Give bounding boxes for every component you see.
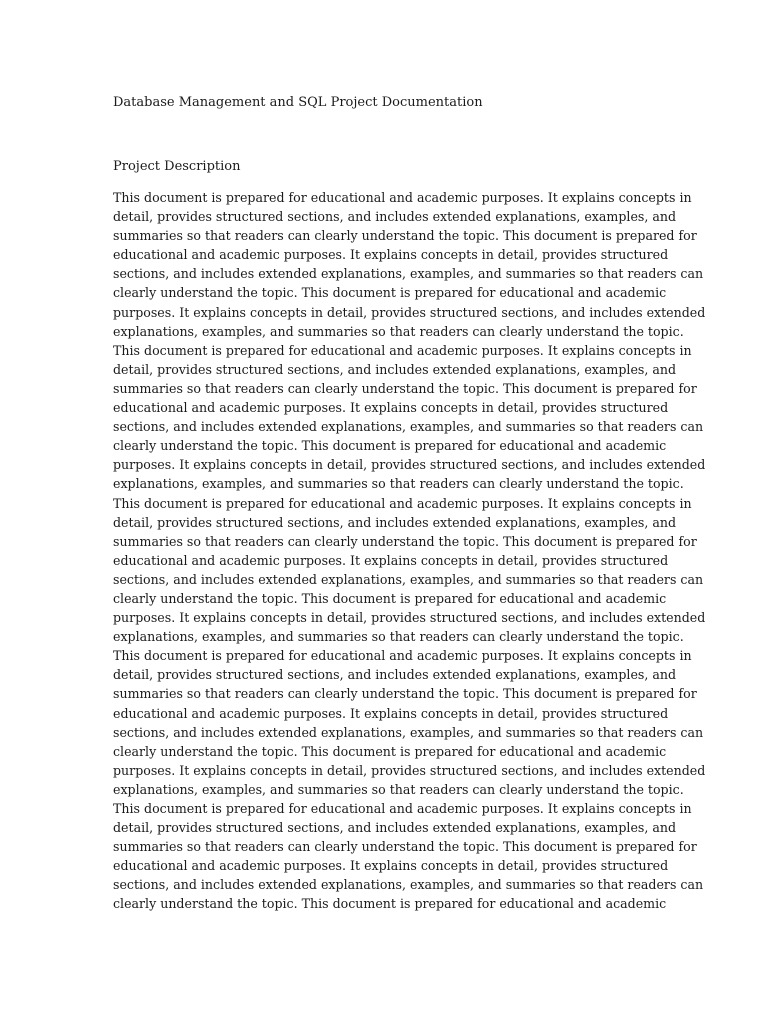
body-line: explanations, examples, and summaries so that readers can clearly understand the topic. (113, 781, 684, 797)
body-line: This document is prepared for educational and academic purposes. It explains concepts in (113, 342, 692, 358)
body-line: clearly understand the topic. This document is prepared for educational and academic (113, 590, 667, 606)
body-line: clearly understand the topic. This document is prepared for educational and academic (113, 285, 667, 301)
body-line: explanations, examples, and summaries so that readers can clearly understand the topic. (113, 476, 684, 492)
body-line: detail, provides structured sections, and includes extended explanations, examples, and (113, 820, 677, 836)
body-line: purposes. It explains concepts in detail, provides structured sections, and includes extended (113, 610, 706, 626)
body-line: sections, and includes extended explanations, examples, and summaries so that readers can (113, 571, 704, 587)
body-line: educational and academic purposes. It explains concepts in detail, provides structured (113, 705, 669, 721)
body-line: sections, and includes extended explanations, examples, and summaries so that readers can (113, 724, 704, 740)
body-line: This document is prepared for educational and academic purposes. It explains concepts in (113, 648, 692, 664)
body-line: explanations, examples, and summaries so that readers can clearly understand the topic. (113, 323, 684, 339)
body-line: educational and academic purposes. It explains concepts in detail, provides structured (113, 552, 669, 568)
body-line: sections, and includes extended explanations, examples, and summaries so that readers can (113, 266, 704, 282)
body-line: detail, provides structured sections, and includes extended explanations, examples, and (113, 209, 677, 225)
body-line: purposes. It explains concepts in detail, provides structured sections, and includes extended (113, 304, 706, 320)
body-line: clearly understand the topic. This document is prepared for educational and academic (113, 438, 667, 454)
body-line: detail, provides structured sections, and includes extended explanations, examples, and (113, 667, 677, 683)
body-line: summaries so that readers can clearly understand the topic. This document is prepared for (113, 228, 697, 244)
body-line: This document is prepared for educational and academic purposes. It explains concepts in (113, 495, 692, 511)
body-line: educational and academic purposes. It explains concepts in detail, provides structured (113, 858, 669, 874)
body-line: summaries so that readers can clearly understand the topic. This document is prepared for (113, 686, 697, 702)
document-title: Database Management and SQL Project Documentation (113, 95, 483, 110)
body-line: purposes. It explains concepts in detail, provides structured sections, and includes extended (113, 457, 706, 473)
body-line: explanations, examples, and summaries so that readers can clearly understand the topic. (113, 629, 684, 645)
body-line: purposes. It explains concepts in detail, provides structured sections, and includes extended (113, 762, 706, 778)
body-line: This document is prepared for educational and academic purposes. It explains concepts in (113, 801, 692, 816)
body-line: educational and academic purposes. It explains concepts in detail, provides structured (113, 400, 669, 416)
body-line: summaries so that readers can clearly understand the topic. This document is prepared for (113, 839, 697, 855)
body-line: clearly understand the topic. This document is prepared for educational and academic (113, 896, 667, 912)
body-line: summaries so that readers can clearly understand the topic. This document is prepared for (113, 533, 697, 549)
section-heading: Project Description (113, 159, 241, 174)
body-line: detail, provides structured sections, and includes extended explanations, examples, and (113, 361, 677, 377)
body-line: summaries so that readers can clearly understand the topic. This document is prepared for (113, 380, 697, 396)
body-line: sections, and includes extended explanations, examples, and summaries so that readers can (113, 877, 704, 893)
body-line: educational and academic purposes. It explains concepts in detail, provides structured (113, 247, 669, 263)
body-line: detail, provides structured sections, and includes extended explanations, examples, and (113, 514, 677, 530)
body-line: clearly understand the topic. This document is prepared for educational and academic (113, 743, 667, 759)
body-line: sections, and includes extended explanations, examples, and summaries so that readers can (113, 419, 704, 435)
body-paragraph (113, 188, 706, 914)
body-line: This document is prepared for educational and academic purposes. It explains concepts in (113, 190, 692, 205)
